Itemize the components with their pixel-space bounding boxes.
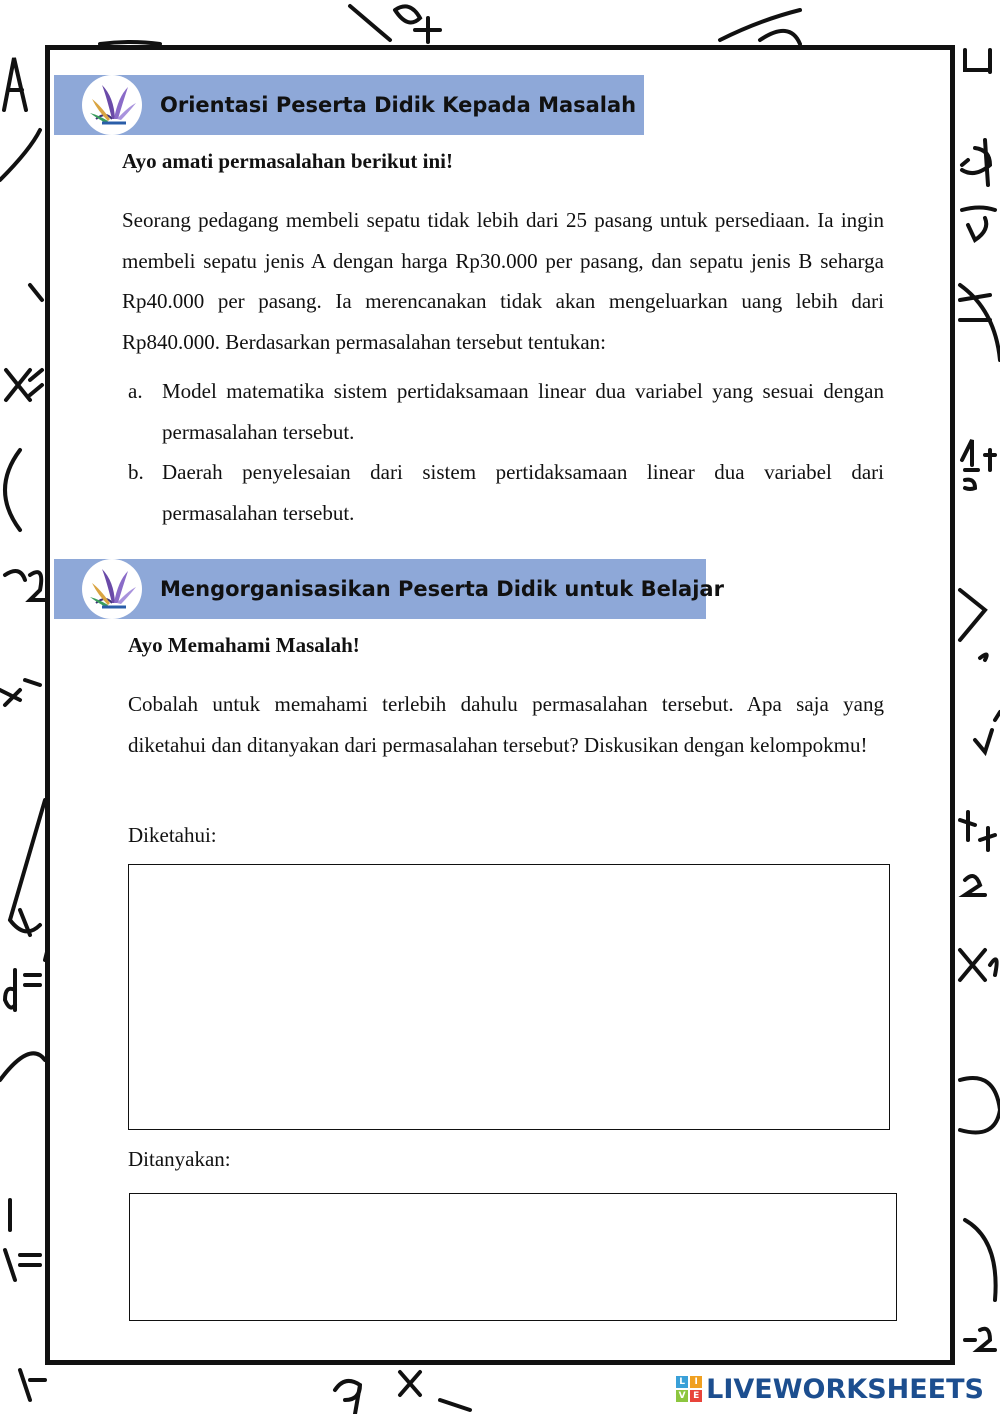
- mark-letter: V: [676, 1390, 688, 1402]
- mark-letter: L: [676, 1376, 688, 1388]
- instruction-paragraph: Cobalah untuk memahami terlebih dahulu permasalahan tersebut. Apa saja yang diketahui dan ditanyakan dari permasalahan tersebut? Diskusikan dengan kelompokmu!: [128, 692, 884, 757]
- mark-letter: E: [690, 1390, 702, 1402]
- mark-letter: I: [690, 1376, 702, 1388]
- list-marker: b.: [128, 460, 144, 484]
- section-title: Orientasi Peserta Didik Kepada Masalah: [160, 93, 637, 117]
- book-logo-icon: [82, 75, 142, 135]
- book-logo-icon: [82, 559, 142, 619]
- section-banner-organize: [54, 559, 724, 619]
- list-item-text: Daerah penyelesaian dari sistem pertidaksamaan linear dua variabel dari permasalahan tersebut.: [162, 460, 884, 525]
- list-item: [128, 371, 884, 452]
- section-heading: Ayo amati permasalahan berikut ini!: [122, 149, 453, 173]
- section-heading: Ayo Memahami Masalah!: [128, 633, 360, 657]
- known-label: Diketahui:: [128, 823, 217, 847]
- known-answer-box[interactable]: [128, 864, 890, 1130]
- section-title: Mengorganisasikan Peserta Didik untuk Belajar: [160, 577, 724, 601]
- asked-answer-box[interactable]: [129, 1193, 897, 1321]
- section-banner-orientation: [54, 75, 644, 135]
- liveworksheets-mark-icon: [676, 1376, 702, 1402]
- liveworksheets-logo: [672, 1372, 988, 1406]
- list-item-text: Model matematika sistem pertidaksamaan linear dua variabel yang sesuai dengan permasalahan tersebut.: [162, 379, 884, 444]
- asked-label: Ditanyakan:: [128, 1147, 231, 1171]
- problem-paragraph: Seorang pedagang membeli sepatu tidak lebih dari 25 pasang untuk persediaan. Ia ingin membeli sepatu jenis A dengan harga Rp30.000 per pasang, dan sepatu jenis B seharga Rp40.000 per pasang. Ia merencanakan tidak akan mengeluarkan uang lebih dari Rp840.000. Berdasarkan permasalahan tersebut tentukan:: [122, 208, 884, 354]
- question-list: [128, 371, 884, 533]
- list-item: [128, 452, 884, 533]
- list-marker: a.: [128, 379, 143, 403]
- brand-text: LIVEWORKSHEETS: [706, 1373, 984, 1405]
- worksheet-page: [45, 45, 955, 1365]
